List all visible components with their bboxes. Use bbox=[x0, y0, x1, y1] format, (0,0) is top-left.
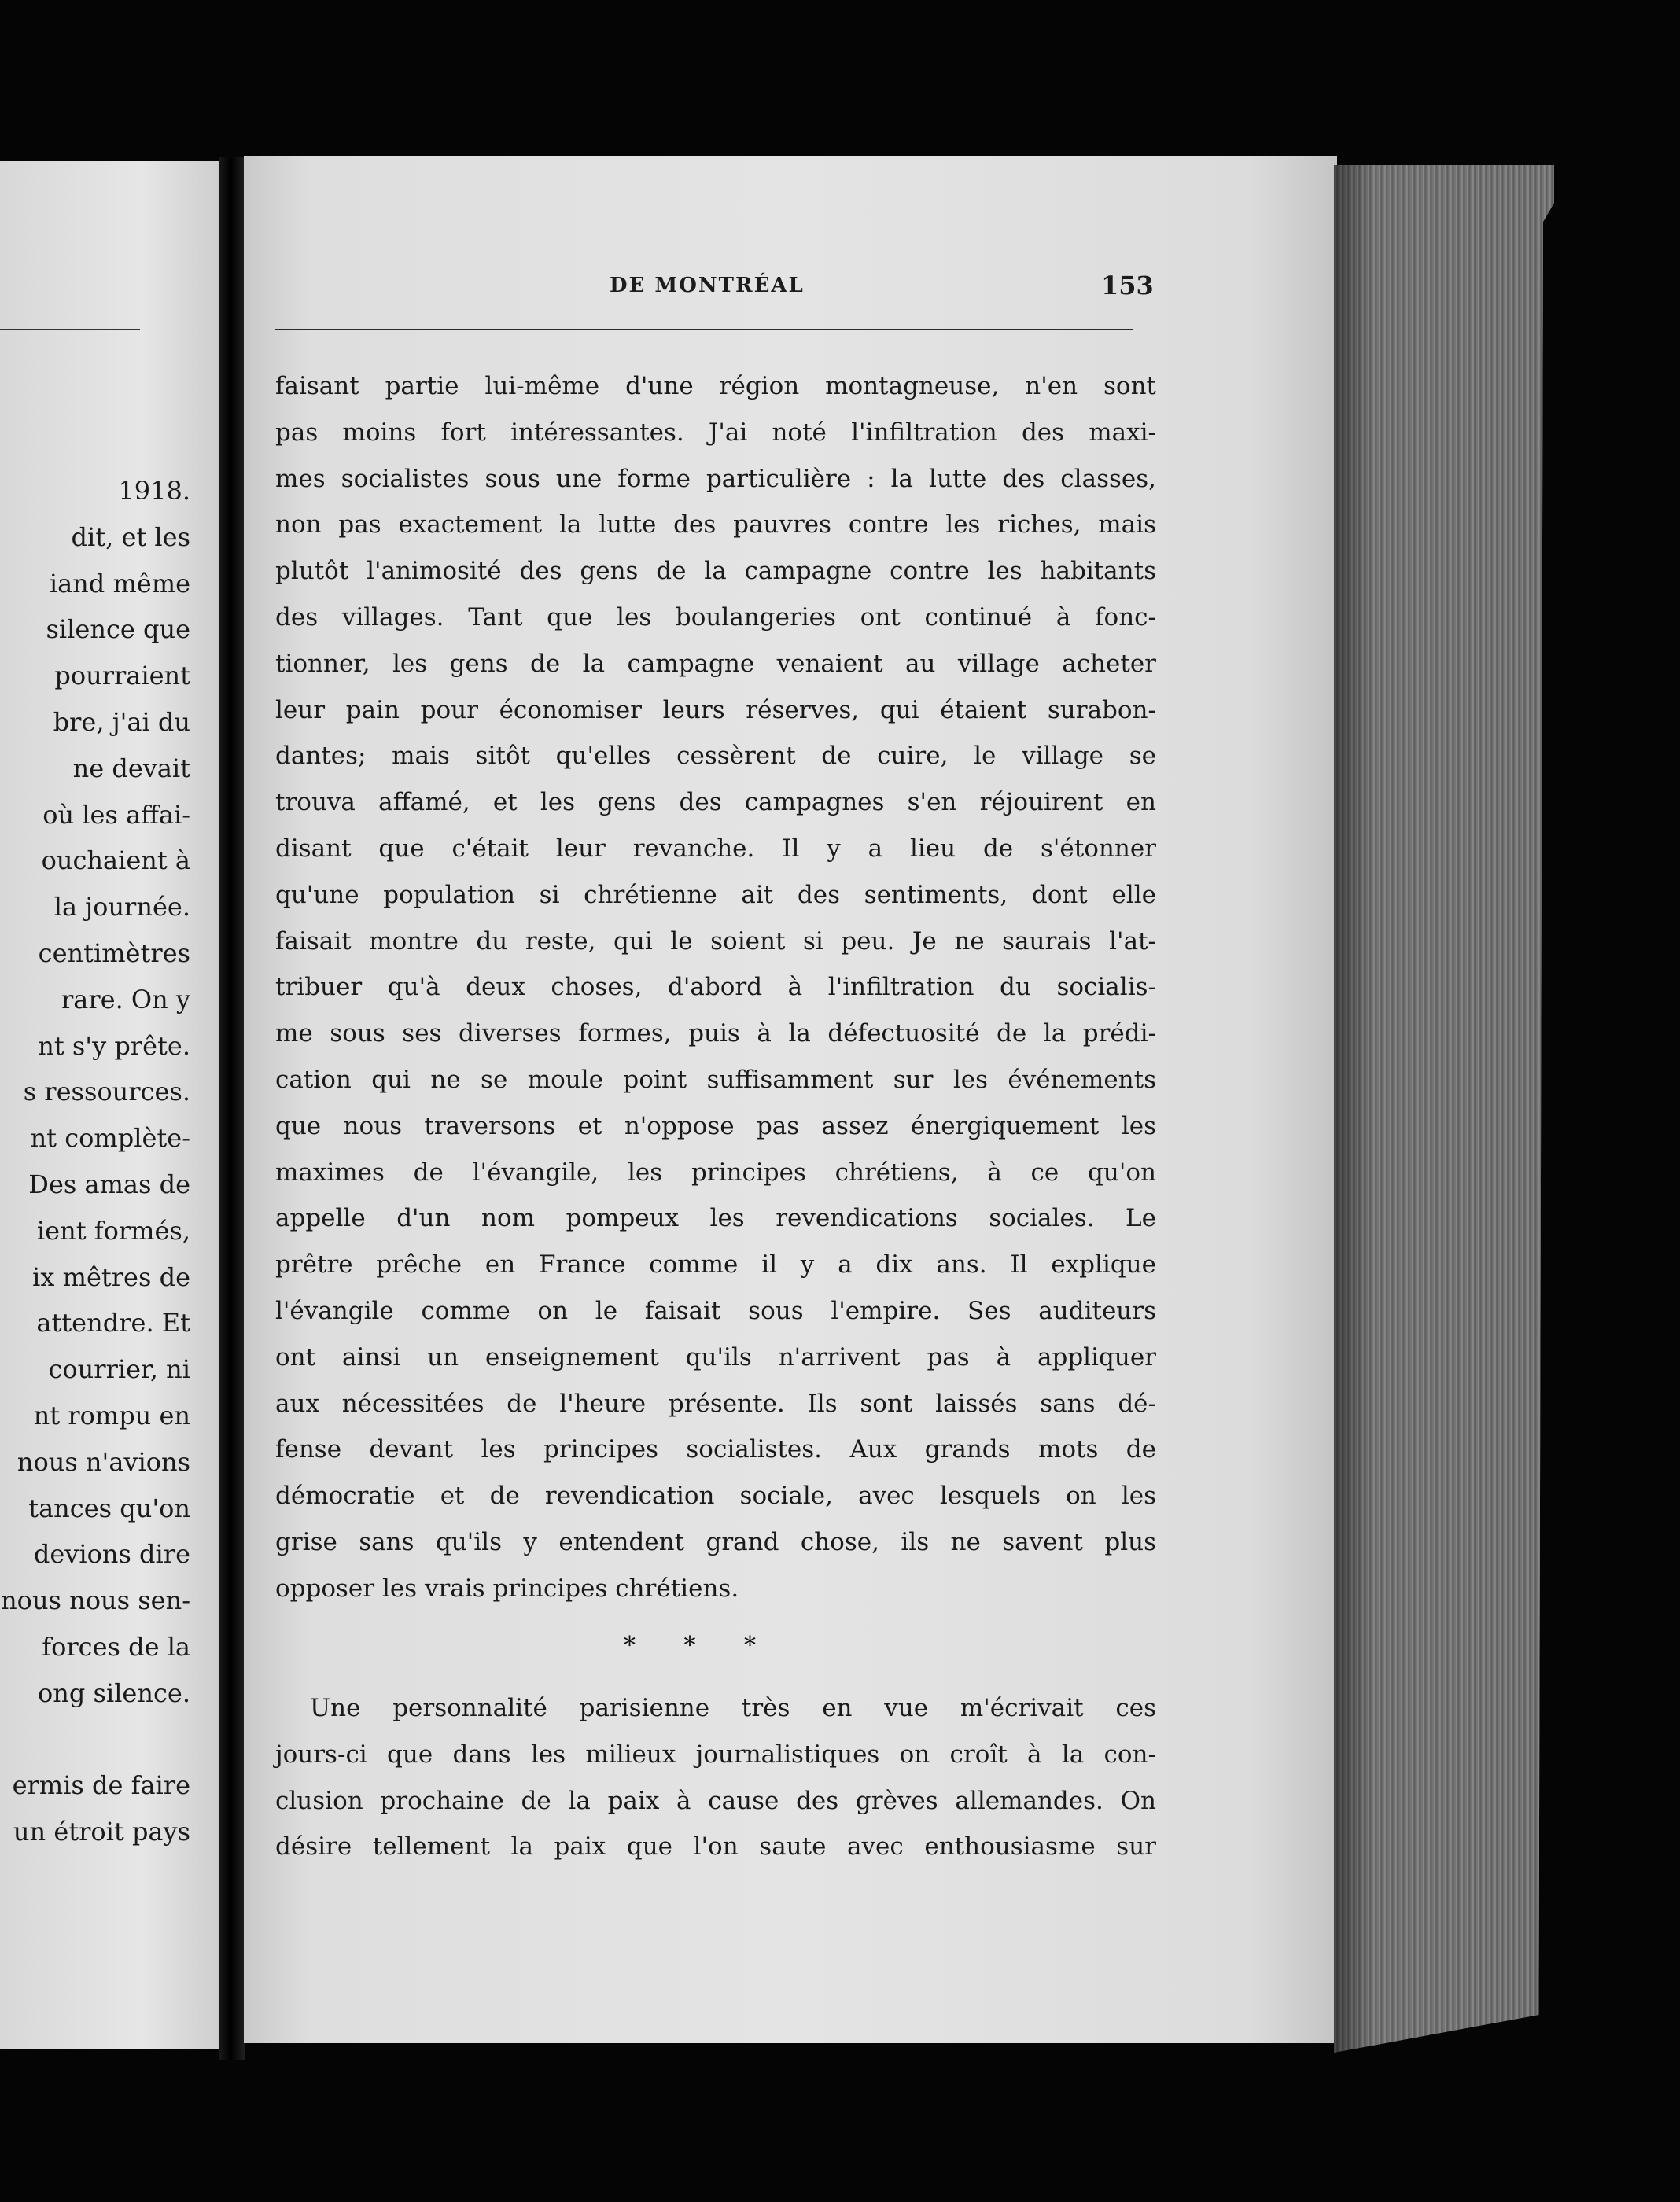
text-line: leur pain pour économiser leurs réserves, qui étaient surabon- bbox=[275, 695, 1156, 724]
text-line: ong silence. bbox=[38, 1677, 190, 1708]
text-line: nous nous sen- bbox=[1, 1585, 190, 1616]
text-line: ient formés, bbox=[36, 1215, 190, 1246]
text-line: forces de la bbox=[42, 1631, 190, 1662]
text-line: jours-ci que dans les milieux journalistiques on croît à la con- bbox=[275, 1740, 1156, 1769]
left-page-text bbox=[1, 468, 190, 1855]
text-line: l'évangile comme on le faisait sous l'empire. Ses auditeurs bbox=[275, 1296, 1156, 1325]
text-line: non pas exactement la lutte des pauvres contre les riches, mais bbox=[275, 510, 1156, 539]
page-number: 153 bbox=[1101, 271, 1154, 300]
text-line: ne devait bbox=[72, 753, 190, 783]
text-line: me sous ses diverses formes, puis à la défectuosité de la prédi- bbox=[275, 1019, 1156, 1048]
text-line: faisait montre du reste, qui le soient si peu. Je ne saurais l'at- bbox=[275, 926, 1156, 956]
text-line: faisant partie lui-même d'une région montagneuse, n'en sont bbox=[275, 372, 1156, 400]
text-line: nt s'y prête. bbox=[38, 1030, 190, 1061]
page-block-shadow bbox=[1334, 165, 1373, 2053]
text-line: pourraient bbox=[54, 661, 190, 691]
text-line: fense devant les principes socialistes. Aux grands mots de bbox=[275, 1435, 1156, 1464]
text-line: qu'une population si chrétienne ait des sentiments, dont elle bbox=[275, 880, 1156, 909]
text-line: aux nécessitées de l'heure présente. Ils sont laissés sans dé- bbox=[275, 1389, 1156, 1418]
text-line: que nous traversons et n'oppose pas assez énergiquement les bbox=[275, 1111, 1156, 1140]
text-line: ont ainsi un enseignement qu'ils n'arrivent pas à appliquer bbox=[275, 1342, 1156, 1372]
text-line: clusion prochaine de la paix à cause des grèves allemandes. On bbox=[275, 1786, 1156, 1815]
text-line: s ressources. bbox=[23, 1077, 190, 1107]
left-page bbox=[0, 161, 236, 2049]
paragraph-1 bbox=[275, 363, 1156, 1612]
text-line: dit, et les bbox=[71, 521, 190, 552]
text-line: ouchaient à bbox=[41, 845, 190, 876]
text-line: devions dire bbox=[33, 1539, 190, 1570]
left-page-header-rule bbox=[0, 329, 140, 330]
header-rule bbox=[275, 329, 1133, 330]
text-line: un étroit pays bbox=[13, 1817, 190, 1847]
text-line: la journée. bbox=[53, 892, 190, 922]
paragraph-2 bbox=[275, 1685, 1156, 1870]
text-line: nt rompu en bbox=[33, 1400, 190, 1431]
text-line: ix mêtres de bbox=[32, 1261, 190, 1292]
text-line: appelle d'un nom pompeux les revendications sociales. Le bbox=[275, 1204, 1156, 1233]
text-line: des villages. Tant que les boulangeries ont continué à fonc- bbox=[275, 602, 1156, 632]
text-line: désire tellement la paix que l'on saute avec enthousiasme sur bbox=[275, 1832, 1156, 1861]
text-line: 1918. bbox=[118, 476, 190, 506]
text-line: tribuer qu'à deux choses, d'abord à l'infiltration du socialis- bbox=[275, 973, 1156, 1002]
text-line: rare. On y bbox=[61, 984, 190, 1014]
text-line: attendre. Et bbox=[36, 1308, 190, 1339]
text-line: disant que c'était leur revanche. Il y a lieu de s'étonner bbox=[275, 834, 1156, 863]
text-line: dantes; mais sitôt qu'elles cessèrent de cuire, le village se bbox=[275, 742, 1156, 771]
text-line: silence que bbox=[46, 614, 190, 645]
book-gutter bbox=[219, 157, 245, 2060]
running-head bbox=[244, 271, 1337, 313]
text-line: opposer les vrais principes chrétiens. bbox=[275, 1574, 739, 1603]
text-line: prêtre prêche en France comme il y a dix ans. Il explique bbox=[275, 1250, 1156, 1280]
text-line bbox=[1, 1717, 190, 1763]
text-line: Une personnalité parisienne très en vue m'écrivait ces bbox=[310, 1694, 1156, 1722]
text-line: bre, j'ai du bbox=[53, 706, 190, 737]
running-head-title: DE MONTRÉAL bbox=[610, 274, 805, 297]
text-line: trouva affamé, et les gens des campagnes s'en réjouirent en bbox=[275, 788, 1156, 817]
text-line: pas moins fort intéressantes. J'ai noté l'infiltration des maxi- bbox=[275, 418, 1156, 447]
text-line: nt complète- bbox=[30, 1123, 190, 1154]
text-line: centimètres bbox=[38, 937, 190, 968]
section-break: * * * bbox=[623, 1632, 777, 1659]
right-page bbox=[244, 156, 1337, 2043]
text-line: maximes de l'évangile, les principes chrétiens, à ce qu'on bbox=[275, 1158, 1156, 1187]
text-line: courrier, ni bbox=[48, 1354, 190, 1385]
text-line: Des amas de bbox=[28, 1169, 190, 1199]
text-line: nous n'avions bbox=[17, 1446, 190, 1477]
text-line: où les affai- bbox=[42, 799, 190, 830]
text-line: cation qui ne se moule point suffisamment sur les événements bbox=[275, 1065, 1156, 1094]
text-line: tances qu'on bbox=[28, 1493, 190, 1523]
text-line: démocratie et de revendication sociale, avec lesquels on les bbox=[275, 1482, 1156, 1511]
text-line: grise sans qu'ils y entendent grand chose, ils ne savent plus bbox=[275, 1527, 1156, 1556]
text-line: mes socialistes sous une forme particulière : la lutte des classes, bbox=[275, 464, 1156, 493]
text-line: tionner, les gens de la campagne venaient au village acheter bbox=[275, 649, 1156, 678]
text-line: iand même bbox=[49, 568, 190, 598]
text-line: ermis de faire bbox=[12, 1770, 190, 1801]
text-line: plutôt l'animosité des gens de la campagne contre les habitants bbox=[275, 557, 1156, 586]
